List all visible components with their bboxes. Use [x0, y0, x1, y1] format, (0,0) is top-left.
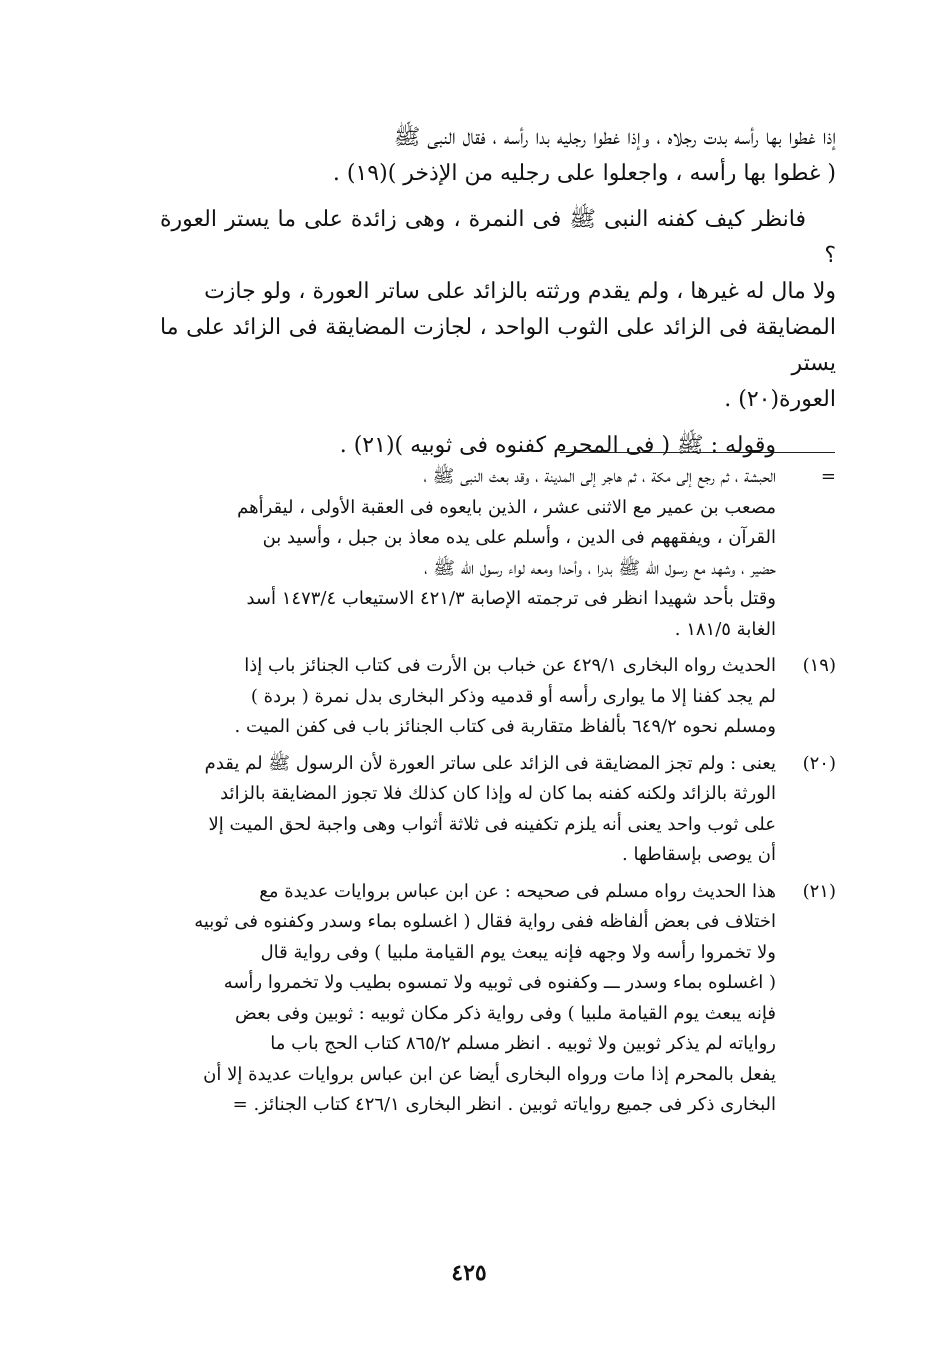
footnote-line: على ثوب واحد يعنى أنه يلزم تكفينه فى ثلاثة أثواب وهى واجبة لحق الميت إلا [208, 813, 776, 835]
footnote-number: (١٩) [802, 655, 836, 676]
footnote-line: ( اغسلوه بماء وسدر ـــ وكفنوه فى ثوبيه ولا تمسوه بطيب ولا تخمروا رأسه [223, 972, 776, 993]
text-line: إذا غطوا بها رأسه بدت رجلاه ، وإذا غطوا رجليه بدا رأسه ، فقال النبى ﷺ [393, 125, 836, 150]
footnote-line: اختلاف فى بعض ألفاظه ففى رواية فقال ( اغسلوه بماء وسدر وكفنوه فى ثوبيه [194, 911, 776, 932]
footnote-line: رواياته لم يذكر ثوبين ولا ثوبيه . انظر مسلم ٨٦٥/٢ كتاب الحج باب ما [270, 1033, 776, 1054]
footnote-line: لم يجد كفنا إلا ما يوارى رأسه أو قدميه وذكر البخارى بدل نمرة ( بردة ) [250, 685, 776, 707]
text-line: المضايقة فى الزائد على الثوب الواحد ، لجازت المضايقة فى الزائد على ما يستر [160, 315, 836, 376]
footnote-line: يعنى : ولم تجز المضايقة فى الزائد على ساتر العورة لأن الرسول ﷺ لم يقدم [204, 752, 776, 774]
footnote-19 [160, 651, 836, 743]
footnote-line: مصعب بن عمير مع الاثنى عشر ، الذين بايعوه فى العقبة الأولى ، ليقرأهم [237, 496, 776, 518]
footnote-line: الورثة بالزائد ولكنه كفنه بما كان له وإذا كان كذلك فلا تجوز المضايقة بالزائد [220, 783, 776, 804]
footnote-line: الحديث رواه البخارى ٤٢٩/١ عن خباب بن الأرت فى كتاب الجنائز باب إذا [244, 655, 776, 676]
text-line: ولا مال له غيرها ، ولم يقدم ورثته بالزائد على ساتر العورة ، ولو جازت [204, 279, 836, 304]
footnote-number: (٢٠) [802, 752, 836, 774]
footnote-line: الغابة ١٨١/٥ . [674, 618, 776, 640]
footnote-line: البخارى ذكر فى جميع رواياته ثوبين . انظر البخارى ٤٢٦/١ كتاب الجنائز. = [232, 1094, 776, 1115]
footnote-20 [160, 749, 836, 871]
footnote-line: يفعل بالمحرم إذا مات ورواه البخارى أيضا عن ابن عباس بروايات عديدة إلا أن [203, 1063, 776, 1085]
footnote-line: هذا الحديث رواه مسلم فى صحيحه : عن ابن عباس بروايات عديدة مع [259, 880, 776, 902]
text-line: العورة(٢٠) . [724, 387, 836, 412]
text-line: فانظر كيف كفنه النبى ﷺ فى النمرة ، وهى زائدة على ما يستر العورة ؟ [160, 207, 836, 268]
footnote-21 [160, 877, 836, 1121]
page-number: ٤٢٥ [451, 1260, 487, 1286]
footnote-number: (٢١) [802, 880, 836, 902]
footnote-line: الحبشة ، ثم رجع إلى مكة ، ثم هاجر إلى المدينة ، وقد بعث النبى ﷺ ، [423, 466, 776, 487]
paragraph-3 [160, 428, 836, 464]
footnote-continuation [160, 462, 836, 645]
footnote-line: فإنه يبعث يوم القيامة ملبيا ) وفى رواية ذكر مكان ثوبيه : ثوبين وفى بعض [235, 1002, 776, 1024]
footnote-separator [560, 452, 835, 453]
text-line: وقوله : ﷺ ( فى المحرم كفنوه فى ثوبيه )(٢١) . [339, 433, 776, 458]
text-line: ( غطوا بها رأسه ، واجعلوا على رجليه من الإذخر )(١٩) . [332, 161, 836, 186]
footnote-marker: = [820, 466, 836, 487]
footnotes [160, 462, 836, 1127]
footnote-line: حضير ، وشهد مع رسول الله ﷺ بدرا ، وأحدا ومعه لواء رسول الله ﷺ ، [424, 557, 776, 579]
footnote-line: القرآن ، ويفقههم فى الدين ، وأسلم على يده معاذ بن جبل ، وأسيد بن [262, 527, 776, 548]
footnote-line: وقتل بأحد شهيدا انظر فى ترجمته الإصابة ٤٢١/٣ الاستيعاب ١٤٧٣/٤ أسد [246, 588, 776, 609]
footnote-line: ولا تخمروا رأسه ولا وجهه فإنه يبعث يوم القيامة ملبيا ) وفى رواية قال [260, 941, 776, 963]
footnote-line: ومسلم نحوه ٦٤٩/٢ بألفاظ متقاربة فى كتاب الجنائز باب فى كفن الميت . [234, 716, 776, 737]
footnote-line: أن يوصى بإسقاطها . [622, 844, 776, 865]
paragraph-2 [160, 202, 836, 418]
main-text [160, 120, 836, 474]
paragraph-1 [160, 120, 836, 192]
